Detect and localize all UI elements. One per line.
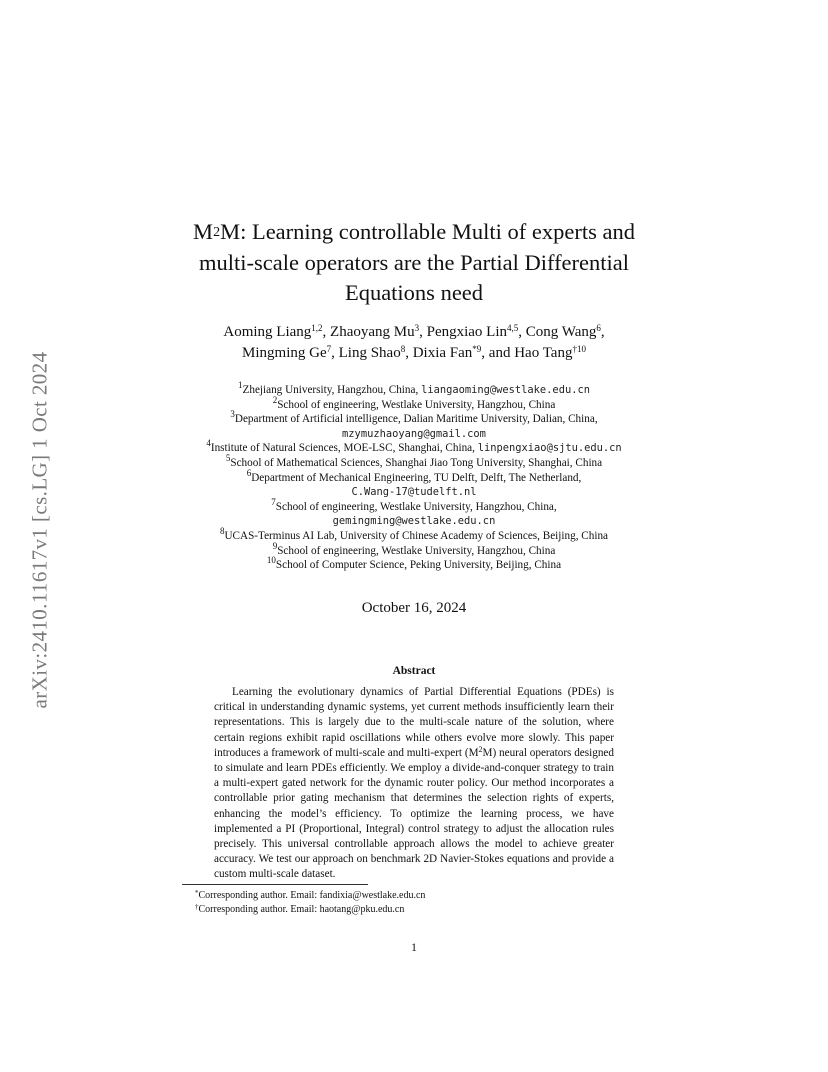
author-affil-mark: 4,5 xyxy=(507,323,519,333)
affil-email-link[interactable]: C.Wang-17@tudelft.nl xyxy=(351,486,477,499)
author-separator: , xyxy=(405,345,413,361)
abstract-text-part-1: Learning the evolutionary dynamics of Partial Differential Equations (PDEs) is critical in understanding dynamic systems, yet current methods insufficiently learn their representations. This is largely due to the multi-scale nature of the solution, where certain regions exhibit rapid oscillations while others evolve more slowly. This paper introduces a framework of multi-scale and multi-expert (M xyxy=(214,686,614,759)
title-line-3: Equations need xyxy=(344,280,484,305)
title-line-1 xyxy=(110,217,718,248)
abstract-body xyxy=(214,685,614,883)
affiliation-8 xyxy=(90,525,738,544)
footnote-text: Corresponding author. Email: haotang@pku.edu.cn xyxy=(198,903,405,915)
affiliation-1 xyxy=(90,380,738,398)
affil-email-link[interactable]: mzymuzhaoyang@gmail.com xyxy=(342,427,486,440)
author-name: Ling Shao xyxy=(338,345,401,361)
affil-text: School of engineering, Westlake University, Hangzhou, China xyxy=(277,398,556,411)
footnote-mark: * xyxy=(195,889,199,897)
affil-number: 3 xyxy=(230,409,235,420)
author-list xyxy=(110,322,718,364)
title-superscript: 2 xyxy=(213,225,221,240)
footnote-2 xyxy=(195,903,645,917)
affil-text: Institute of Natural Sciences, MOE-LSC, Shanghai, China, xyxy=(210,442,478,455)
footnote-1 xyxy=(195,889,645,903)
arxiv-sidebar xyxy=(22,300,58,760)
title-line-2: multi-scale operators are the Partial Differential xyxy=(198,249,630,275)
author-affil-mark: *9 xyxy=(472,344,482,354)
footnotes xyxy=(195,889,645,916)
author-affil-mark: 7 xyxy=(326,344,332,354)
author-affil-mark: 8 xyxy=(400,344,406,354)
affil-number: 6 xyxy=(246,467,252,478)
footnote-text: Corresponding author. Email: fandixia@westlake.edu.cn xyxy=(198,890,426,901)
affil-number: 5 xyxy=(225,452,231,463)
affiliation-list xyxy=(90,380,738,573)
author-name: Zhaoyang Mu xyxy=(330,324,415,340)
affil-number: 7 xyxy=(271,496,276,507)
author-line-1 xyxy=(110,322,718,343)
footnote-divider xyxy=(182,884,368,885)
publication-date: October 16, 2024 xyxy=(361,600,467,616)
author-separator: , xyxy=(518,324,526,340)
affil-text: School of Mathematical Sciences, Shanghai Jiao Tong University, Shanghai, China xyxy=(230,456,603,469)
affil-number: 2 xyxy=(272,394,278,405)
author-line-2 xyxy=(110,343,718,364)
affil-number: 9 xyxy=(272,540,278,551)
author-separator: , xyxy=(600,324,605,340)
arxiv-identifier: arXiv:2410.11617v1 [cs.LG] 1 Oct 2024 xyxy=(27,351,52,709)
title-m: M xyxy=(193,219,214,244)
affiliation-7 xyxy=(90,496,738,515)
author-name: Hao Tang xyxy=(514,345,573,361)
paper-title xyxy=(110,217,718,309)
affil-text: School of Computer Science, Peking University, Beijing, China xyxy=(275,559,562,572)
title-line-1-text: M: Learning controllable Multi of experts and xyxy=(220,219,635,244)
author-name: Aoming Liang xyxy=(223,324,312,340)
author-separator: , and xyxy=(481,345,515,361)
affil-text: Zhejiang University, Hangzhou, China, xyxy=(242,384,422,396)
affiliation-3 xyxy=(90,409,738,427)
author-name: Pengxiao Lin xyxy=(426,324,508,340)
affiliation-4 xyxy=(90,438,738,456)
affil-text: Department of Mechanical Engineering, TU Delft, Delft, The Netherland, xyxy=(251,471,582,484)
author-affil-mark: 3 xyxy=(414,323,420,333)
page-number: 1 xyxy=(411,940,417,954)
affil-text: UCAS-Terminus AI Lab, University of Chinese Academy of Sciences, Beijing, China xyxy=(224,529,609,542)
abstract-text-part-2: M) neural operators designed to simulate and learn PDEs efficiently. We employ a divide-and-conquer strategy to train a multi-expert gated network for the dynamic router policy. Our method incorporates a controllable prior gating mechanism that determines the selection rights of experts, enhancing the model’s efficiency. To optimize the learning process, we have implemented a PI (Proportional, Integral) control strategy to adjust the allocation rules precisely. This universal controllable approach allows the model to achieve greater accuracy. We test our approach on benchmark 2D Navier-Stokes equations and provide a custom multi-scale dataset. xyxy=(214,746,614,881)
footnote-mark: † xyxy=(195,902,199,911)
affiliation-2 xyxy=(90,394,738,413)
affil-number: 10 xyxy=(266,555,276,566)
affil-number: 8 xyxy=(219,525,225,536)
author-affil-mark: 6 xyxy=(596,323,601,333)
affil-text: School of engineering, Westlake University, Hangzhou, China xyxy=(277,544,556,557)
author-name: Cong Wang xyxy=(525,324,597,340)
affiliation-5 xyxy=(90,452,738,471)
affiliation-10 xyxy=(90,555,738,573)
affil-number: 4 xyxy=(206,438,211,449)
affil-email-link[interactable]: liangaoming@westlake.edu.cn xyxy=(421,384,590,396)
affiliation-9 xyxy=(90,540,738,559)
author-separator: , xyxy=(322,324,331,340)
affil-email-link[interactable]: linpengxiao@sjtu.edu.cn xyxy=(477,442,622,455)
affil-text: Department of Artificial intelligence, Dalian Maritime University, Dalian, China, xyxy=(234,413,598,426)
author-separator: , xyxy=(419,324,427,340)
affil-number: 1 xyxy=(238,380,243,390)
author-affil-mark: 1,2 xyxy=(311,323,323,333)
author-separator: , xyxy=(331,345,339,361)
affil-text: School of engineering, Westlake University, Hangzhou, China, xyxy=(275,500,557,513)
author-name: Mingming Ge xyxy=(242,345,327,361)
abstract-heading: Abstract xyxy=(392,665,436,677)
author-affil-mark: †10 xyxy=(572,344,586,354)
affil-email-link[interactable]: gemingming@westlake.edu.cn xyxy=(332,515,496,528)
abstract-superscript: 2 xyxy=(478,744,483,754)
affiliation-6 xyxy=(90,467,738,486)
author-name: Dixia Fan xyxy=(412,345,473,361)
